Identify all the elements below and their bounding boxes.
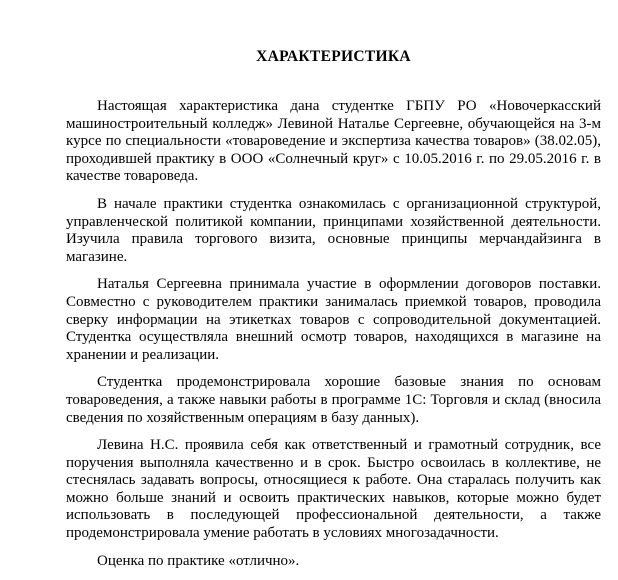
paragraph-orientation: В начале практики студентка ознакомилась с организационной структурой, управленческой политикой компании, принципами хозяйственной деятельности. Изучила правила торгового визита, основные принципы мерчандайзинга в магазине. [66, 195, 601, 265]
paragraph-grade: Оценка по практике «отлично». [97, 552, 300, 569]
document-title: ХАРАКТЕРИСТИКА [256, 48, 411, 65]
paragraph-assessment: Левина Н.С. проявила себя как ответственный и грамотный сотрудник, все поручения выполняла качественно и в срок. Быстро освоилась в коллективе, не стеснялась задавать вопросы, относящиеся к работе. Она старалась получить как можно больше знаний и освоить практических навыков, которые можно будет использовать в последующей профессиональной деятельности, а также продемонстрировала умение работать в условиях многозадачности. [66, 437, 601, 542]
paragraph-intro: Настоящая характеристика дана студентке ГБПУ РО «Новочеркасский машиностроительный колледж» Левиной Наталье Сергеевне, обучающейся на 3-м курсе по специальности «товароведение и экспертиза качества товаров» (38.02.05), проходившей практику в ООО «Солнечный круг» с 10.05.2016 г. по 29.05.2016 г. в качестве товароведа. [66, 98, 601, 185]
paragraph-duties: Наталья Сергеевна принимала участие в оформлении договоров поставки. Совместно с руководителем практики занималась приемкой товаров, проводила сверку информации на этикетках товаров с сопроводительной документацией. Студентка осуществляла внешний осмотр товаров, находящихся в магазине на хранении и реализации. [66, 276, 601, 363]
document-page [66, 0, 601, 580]
paragraph-skills: Студентка продемонстрировала хорошие базовые знания по основам товароведения, а также навыки работы в программе 1С: Торговля и склад (вносила сведения по хозяйственным операциям в базу данных). [66, 374, 601, 426]
document-body [66, 98, 601, 570]
